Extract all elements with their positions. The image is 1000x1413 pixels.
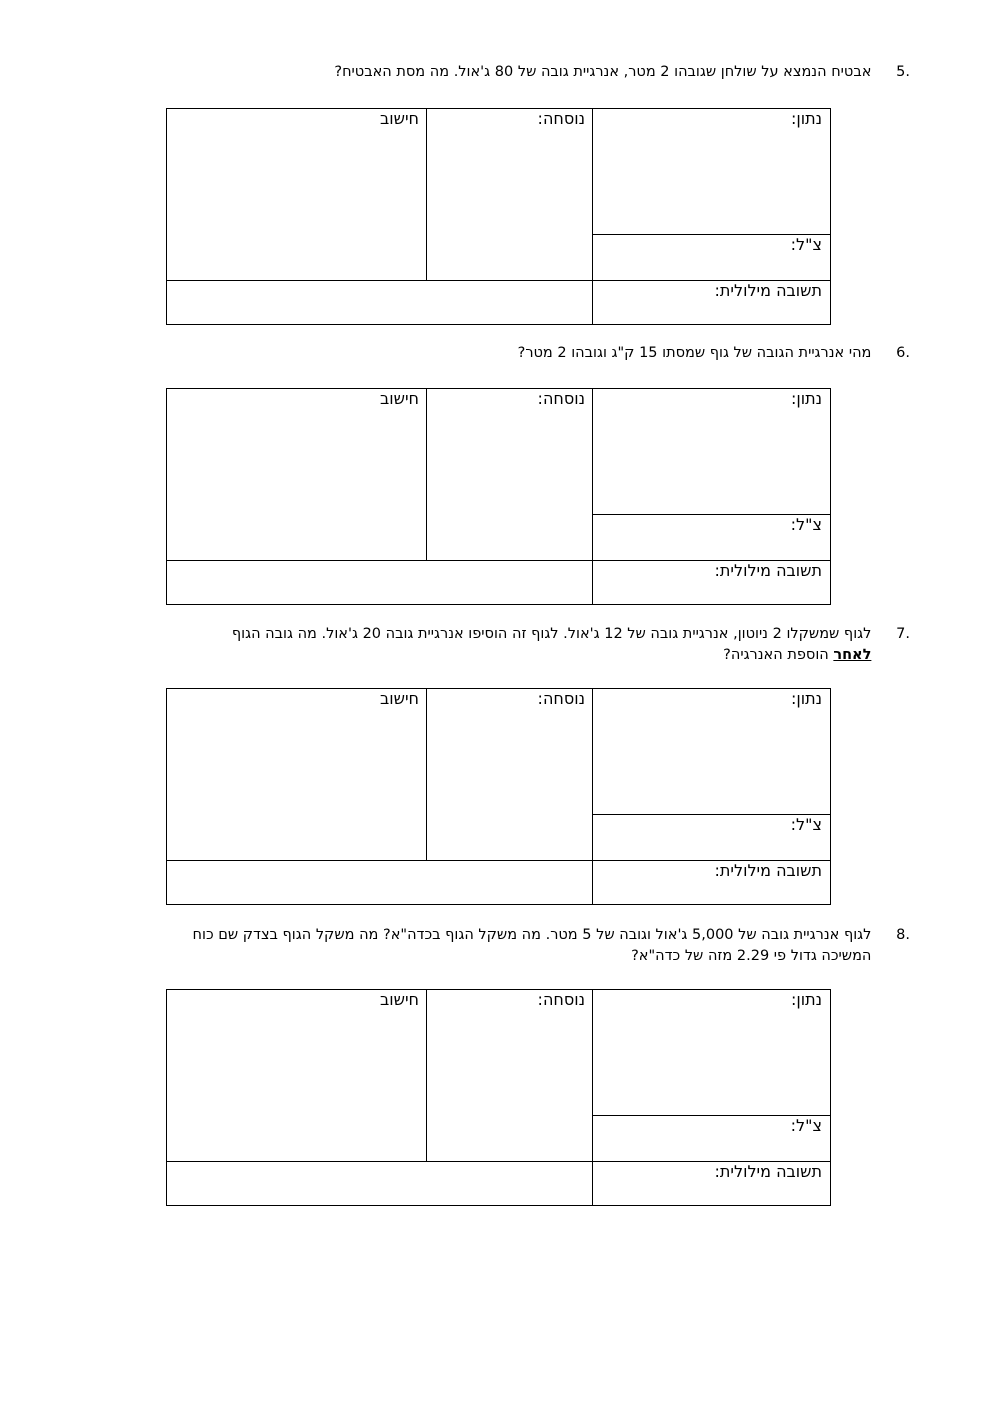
column-divider (592, 689, 593, 904)
required-label: צ"ל: (790, 515, 822, 534)
answer-box-6 (166, 388, 831, 605)
question-number: .8 (896, 927, 910, 943)
calculation-label: חישוב (380, 689, 419, 708)
column-divider (426, 389, 427, 560)
verbal-answer-label: תשובה מילולית: (714, 281, 822, 300)
column-divider (426, 689, 427, 860)
question-6 (190, 343, 910, 364)
verbal-answer-label: תשובה מילולית: (714, 561, 822, 580)
calculation-label: חישוב (380, 990, 419, 1009)
formula-label: נוסחה: (537, 389, 585, 408)
question-text: לגוף שמשקלו 2 ניוטון, אנרגיית גובה של 12 ג'אול. לגוף זה הוסיפו אנרגיית גובה 20 ג'אול. מה גובה הגוף לאחר הוספת האנרגיה? (231, 626, 872, 663)
question-number: .5 (896, 64, 910, 80)
column-divider (592, 990, 593, 1205)
question-number: .6 (896, 345, 910, 361)
verbal-answer-label: תשובה מילולית: (714, 861, 822, 880)
given-label: נתון: (790, 990, 822, 1009)
calculation-label: חישוב (380, 389, 419, 408)
given-label: נתון: (790, 389, 822, 408)
required-label: צ"ל: (790, 235, 822, 254)
question-8 (190, 925, 910, 967)
given-label: נתון: (790, 109, 822, 128)
answer-box-8 (166, 989, 831, 1206)
question-text: מהי אנרגיית הגובה של גוף שמסתו 15 ק"ג וגובהו 2 מטר? (517, 345, 872, 361)
emphasis-word: לאחר (833, 647, 872, 663)
question-7 (190, 624, 910, 666)
column-divider (592, 109, 593, 324)
formula-label: נוסחה: (537, 689, 585, 708)
question-number: .7 (896, 626, 910, 642)
required-label: צ"ל: (790, 1116, 822, 1135)
given-label: נתון: (790, 689, 822, 708)
column-divider (426, 990, 427, 1161)
question-text: אבטיח הנמצא על שולחן שגובהו 2 מטר, אנרגיית גובה של 80 ג'אול. מה מסת האבטיח? (334, 64, 872, 80)
verbal-answer-label: תשובה מילולית: (714, 1162, 822, 1181)
column-divider (592, 389, 593, 604)
column-divider (426, 109, 427, 280)
answer-box-5 (166, 108, 831, 325)
formula-label: נוסחה: (537, 990, 585, 1009)
calculation-label: חישוב (380, 109, 419, 128)
question-text: לגוף אנרגיית גובה של 5,000 ג'אול וגובה של 5 מטר. מה משקל הגוף בכדה"א? מה משקל הגוף בצדק שם כוח המשיכה גדול פי 2.29 מזה של כדה"א? (192, 927, 872, 964)
formula-label: נוסחה: (537, 109, 585, 128)
question-5 (190, 62, 910, 83)
answer-box-7 (166, 688, 831, 905)
required-label: צ"ל: (790, 815, 822, 834)
